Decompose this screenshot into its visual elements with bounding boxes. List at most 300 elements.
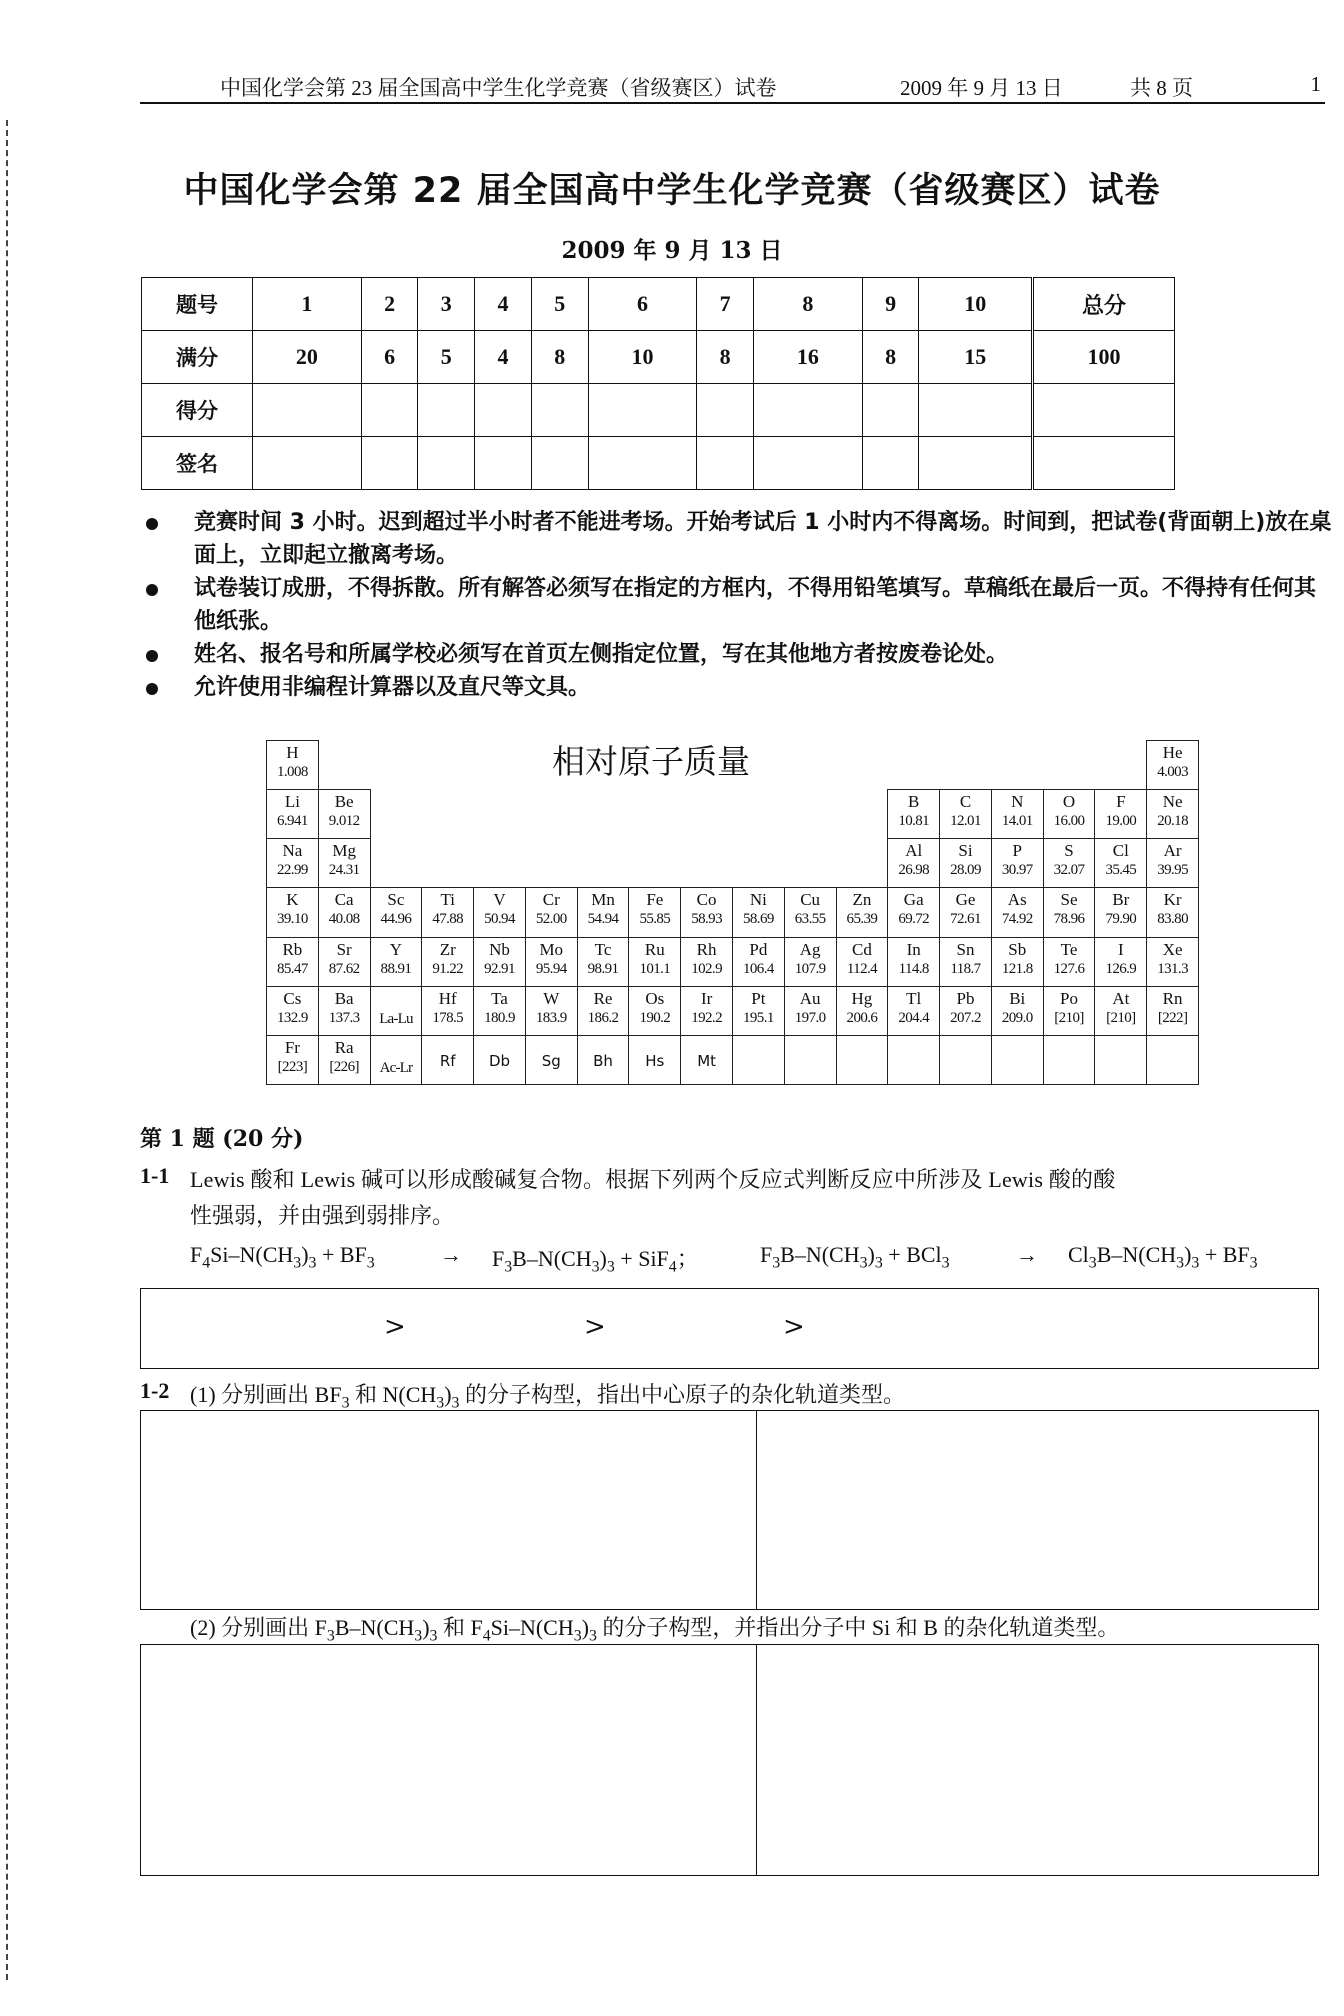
element-symbol: Ca bbox=[334, 890, 354, 910]
score-cell[interactable] bbox=[418, 384, 475, 437]
bf3-answer-box[interactable] bbox=[140, 1410, 757, 1610]
element-mass: 1.008 bbox=[277, 764, 308, 780]
score-cell[interactable] bbox=[475, 384, 532, 437]
full-mark: 8 bbox=[697, 331, 754, 384]
element-symbol: Se bbox=[1060, 890, 1078, 910]
element-symbol: Ga bbox=[903, 890, 924, 910]
element-symbol: Ba bbox=[334, 988, 354, 1008]
element-symbol: Rn bbox=[1162, 988, 1183, 1008]
element-mass: 197.0 bbox=[794, 1009, 826, 1026]
element-cell-kr bbox=[1146, 887, 1199, 937]
element-cell-sn bbox=[939, 937, 992, 987]
q1-2-part-2: (2) 分别画出 $F_3B-N(CH_3)_3$ 和 $F_4Si-N(CH_3)_3$ 的分子构型，并指出分子中 Si 和 B 的杂化轨道类型。 bbox=[190, 1615, 1120, 1645]
element-symbol: Sn bbox=[956, 939, 975, 959]
element-mass: 74.92 bbox=[1001, 911, 1033, 928]
element-mass: 9.012 bbox=[328, 813, 360, 830]
element-symbol: Sb bbox=[1008, 939, 1027, 959]
element-cell-ti bbox=[421, 887, 474, 937]
binding-line bbox=[6, 120, 8, 1980]
q1-1-answer-box[interactable] bbox=[140, 1288, 1319, 1369]
element-mass: 192.2 bbox=[691, 1009, 722, 1026]
element-mass: 16.00 bbox=[1053, 813, 1085, 830]
element-mass: 114.8 bbox=[898, 960, 929, 977]
element-symbol: Co bbox=[696, 890, 717, 910]
reaction-1-products: $F_3B-N(CH_3)_3 + SiF_4$； bbox=[492, 1246, 699, 1276]
element-cell-sb bbox=[991, 937, 1044, 987]
element-symbol: Rb bbox=[282, 939, 303, 959]
element-cell-mg bbox=[318, 838, 371, 888]
element-mass: 178.5 bbox=[432, 1009, 464, 1026]
question-number: 8 bbox=[754, 278, 863, 331]
total-signature-cell[interactable] bbox=[1033, 437, 1175, 490]
rule-item bbox=[142, 638, 1332, 671]
element-symbol: Li bbox=[284, 792, 300, 812]
element-symbol: Zr bbox=[439, 939, 456, 959]
full-mark: 10 bbox=[588, 331, 697, 384]
element-cell-hg bbox=[836, 986, 889, 1036]
element-cell-db bbox=[473, 1035, 526, 1085]
element-cell-pd bbox=[732, 937, 785, 987]
full-mark: 6 bbox=[361, 331, 418, 384]
element-mass: 65.39 bbox=[846, 911, 878, 928]
element-cell-empty bbox=[1146, 1035, 1199, 1085]
q1-2-label: 1-2 bbox=[140, 1378, 170, 1403]
element-cell-ba bbox=[318, 986, 371, 1036]
full-mark: 15 bbox=[919, 331, 1033, 384]
header-page-count: 共 8 页 bbox=[1130, 76, 1193, 100]
element-mass: 44.96 bbox=[380, 911, 412, 928]
element-mass: 85.47 bbox=[277, 960, 308, 977]
reaction-arrow: → bbox=[440, 1242, 462, 1267]
score-cell[interactable] bbox=[697, 384, 754, 437]
row-header: 满分 bbox=[142, 331, 253, 384]
element-mass: 127.6 bbox=[1053, 960, 1085, 977]
element-cell-rb bbox=[266, 937, 319, 987]
rule-text: 竞赛时间 3 小时。迟到超过半小时者不能进考场。开始考试后 1 小时内不得离场。时间到，把试卷(背面朝上)放在桌面上，立即起立撤离考场。 bbox=[194, 510, 1332, 568]
element-mass: 39.10 bbox=[277, 911, 308, 928]
element-cell-hf bbox=[421, 986, 474, 1036]
question-number: 7 bbox=[697, 278, 754, 331]
element-cell-fe bbox=[628, 887, 681, 937]
element-symbol: Tc bbox=[594, 939, 612, 959]
element-symbol: V bbox=[493, 890, 506, 910]
element-symbol: Ru bbox=[644, 939, 665, 959]
element-cell-empty bbox=[836, 1035, 889, 1085]
element-cell-pt bbox=[732, 986, 785, 1036]
element-symbol: Ti bbox=[440, 890, 455, 910]
score-row bbox=[142, 384, 1175, 437]
bullet-icon bbox=[146, 683, 158, 695]
element-cell-ni bbox=[732, 887, 785, 937]
element-symbol: P bbox=[1012, 841, 1022, 861]
element-mass: 6.941 bbox=[277, 813, 308, 830]
element-symbol: Te bbox=[1060, 939, 1078, 959]
signature-cell[interactable] bbox=[253, 437, 362, 490]
element-series-label: Ac-Lr bbox=[379, 1059, 413, 1076]
element-mass: 32.07 bbox=[1053, 862, 1085, 879]
element-symbol: Pd bbox=[749, 939, 768, 959]
element-cell-cd bbox=[836, 937, 889, 987]
element-cell-pb bbox=[939, 986, 992, 1036]
element-mass: 92.91 bbox=[484, 960, 515, 977]
element-cell-fr bbox=[266, 1035, 319, 1085]
element-symbol: Ni bbox=[749, 890, 767, 910]
element-cell-empty bbox=[887, 1035, 940, 1085]
element-cell-empty bbox=[784, 1035, 837, 1085]
element-symbol: S bbox=[1064, 841, 1074, 861]
element-cell-ca bbox=[318, 887, 371, 937]
element-symbol: Ir bbox=[700, 988, 713, 1008]
element-symbol: Bi bbox=[1009, 988, 1026, 1008]
element-mass: 106.4 bbox=[743, 960, 774, 977]
element-cell-cr bbox=[525, 887, 578, 937]
f3b-nme3-answer-box[interactable] bbox=[140, 1644, 757, 1876]
element-cell-se bbox=[1043, 887, 1096, 937]
element-cell-empty bbox=[991, 1035, 1044, 1085]
element-mass: 47.88 bbox=[432, 911, 464, 928]
question-number: 5 bbox=[531, 278, 588, 331]
element-cell-bh bbox=[577, 1035, 630, 1085]
rule-item bbox=[142, 572, 1332, 638]
element-cell-ge bbox=[939, 887, 992, 937]
full-marks-row bbox=[142, 331, 1175, 384]
element-cell-la-lu bbox=[370, 986, 423, 1036]
exam-rules bbox=[142, 506, 1332, 704]
element-symbol: F bbox=[1116, 792, 1126, 812]
element-cell-si bbox=[939, 838, 992, 888]
element-mass: 19.00 bbox=[1105, 813, 1137, 830]
element-symbol: Mo bbox=[539, 939, 564, 959]
periodic-table bbox=[266, 740, 1198, 1084]
element-cell-sg bbox=[525, 1035, 578, 1085]
element-mass: 30.97 bbox=[1001, 862, 1033, 879]
reaction-2-products: $Cl_3B-N(CH_3)_3 + BF_3$ bbox=[1068, 1242, 1258, 1272]
total-marks: 100 bbox=[1033, 331, 1175, 384]
element-symbol: Bh bbox=[593, 1051, 613, 1070]
element-symbol: O bbox=[1062, 792, 1076, 812]
element-mass: 79.90 bbox=[1105, 911, 1137, 928]
reaction-arrow: → bbox=[1016, 1242, 1038, 1267]
question-number: 3 bbox=[418, 278, 475, 331]
signature-cell[interactable] bbox=[531, 437, 588, 490]
element-cell-br bbox=[1094, 887, 1147, 937]
element-cell-zn bbox=[836, 887, 889, 937]
element-symbol: Sg bbox=[541, 1051, 561, 1070]
element-cell-h bbox=[266, 740, 319, 790]
signature-cell[interactable] bbox=[361, 437, 418, 490]
element-cell-ru bbox=[628, 937, 681, 987]
element-mass: 40.08 bbox=[328, 911, 360, 928]
element-mass: [210] bbox=[1106, 1009, 1136, 1026]
element-cell-al bbox=[887, 838, 940, 888]
element-mass: 87.62 bbox=[328, 960, 360, 977]
element-cell-in bbox=[887, 937, 940, 987]
element-symbol: H bbox=[286, 743, 299, 762]
element-mass: 20.18 bbox=[1157, 813, 1188, 830]
element-cell-empty bbox=[732, 1035, 785, 1085]
element-mass: [222] bbox=[1157, 1009, 1188, 1026]
element-symbol: N bbox=[1011, 792, 1024, 812]
element-symbol: Rf bbox=[439, 1051, 456, 1070]
element-cell-sc bbox=[370, 887, 423, 937]
greater-than-sign: > bbox=[783, 1312, 805, 1342]
element-cell-w bbox=[525, 986, 578, 1036]
page-title: 中国化学会第 22 届全国高中学生化学竞赛（省级赛区）试卷 bbox=[183, 171, 1161, 211]
score-cell[interactable] bbox=[919, 384, 1033, 437]
element-symbol: Ar bbox=[1163, 841, 1182, 861]
question-number: 9 bbox=[862, 278, 919, 331]
element-symbol: Ra bbox=[334, 1037, 354, 1057]
element-mass: 200.6 bbox=[846, 1009, 878, 1026]
element-cell-rh bbox=[680, 937, 733, 987]
rule-text: 试卷装订成册，不得拆散。所有解答必须写在指定的方框内，不得用铅笔填写。草稿纸在最后一页。不得持有任何其他纸张。 bbox=[194, 576, 1317, 634]
full-mark: 5 bbox=[418, 331, 475, 384]
element-symbol: Hf bbox=[438, 988, 457, 1008]
header-page-number: 1 bbox=[1310, 72, 1321, 96]
element-cell-s bbox=[1043, 838, 1096, 888]
element-symbol: Be bbox=[334, 792, 354, 812]
rule-text: 允许使用非编程计算器以及直尺等文具。 bbox=[194, 675, 591, 700]
element-symbol: Db bbox=[488, 1051, 511, 1070]
element-mass: 10.81 bbox=[898, 813, 930, 830]
question-number: 4 bbox=[475, 278, 532, 331]
running-header bbox=[140, 72, 1325, 106]
element-cell-cl bbox=[1094, 838, 1147, 888]
signature-cell[interactable] bbox=[697, 437, 754, 490]
score-cell[interactable] bbox=[862, 384, 919, 437]
element-mass: 107.9 bbox=[794, 960, 826, 977]
element-symbol: Sr bbox=[336, 939, 352, 959]
element-mass: 186.2 bbox=[587, 1009, 619, 1026]
signature-row bbox=[142, 437, 1175, 490]
element-cell-c bbox=[939, 789, 992, 839]
row-header: 签名 bbox=[142, 437, 253, 490]
element-cell-co bbox=[680, 887, 733, 937]
total-score-cell[interactable] bbox=[1033, 384, 1175, 437]
element-symbol: Ge bbox=[955, 890, 976, 910]
score-cell[interactable] bbox=[253, 384, 362, 437]
element-symbol: Xe bbox=[1162, 939, 1183, 959]
element-cell-empty bbox=[1043, 1035, 1096, 1085]
element-cell-cu bbox=[784, 887, 837, 937]
element-cell-na bbox=[266, 838, 319, 888]
element-cell-i bbox=[1094, 937, 1147, 987]
rule-item bbox=[142, 671, 1332, 704]
element-symbol: Hs bbox=[645, 1051, 665, 1070]
element-symbol: Kr bbox=[1163, 890, 1182, 910]
element-symbol: As bbox=[1007, 890, 1027, 910]
greater-than-sign: > bbox=[584, 1312, 606, 1342]
element-cell-te bbox=[1043, 937, 1096, 987]
element-mass: 83.80 bbox=[1157, 911, 1188, 928]
score-table bbox=[141, 277, 1175, 490]
nme3-answer-box[interactable] bbox=[756, 1410, 1319, 1610]
bullet-icon bbox=[146, 650, 158, 662]
element-symbol: B bbox=[908, 792, 920, 812]
element-cell-k bbox=[266, 887, 319, 937]
score-cell[interactable] bbox=[531, 384, 588, 437]
element-symbol: Pt bbox=[751, 988, 766, 1008]
element-cell-empty bbox=[1094, 1035, 1147, 1085]
element-symbol: C bbox=[959, 792, 972, 812]
element-symbol: Re bbox=[593, 988, 613, 1008]
question-number-row bbox=[142, 278, 1175, 331]
element-symbol: Tl bbox=[906, 988, 922, 1008]
element-symbol: Zn bbox=[852, 890, 872, 910]
element-symbol: Os bbox=[645, 988, 665, 1008]
reaction-2-reactants: $F_3B-N(CH_3)_3 + BCl_3$ bbox=[760, 1242, 950, 1272]
element-mass: 132.9 bbox=[277, 1009, 308, 1026]
bullet-icon bbox=[146, 584, 158, 596]
element-mass: 28.09 bbox=[950, 862, 981, 879]
element-mass: 183.9 bbox=[535, 1009, 567, 1026]
element-cell-b bbox=[887, 789, 940, 839]
element-mass: 112.4 bbox=[846, 960, 878, 977]
element-symbol: Cu bbox=[800, 890, 821, 910]
element-mass: 63.55 bbox=[794, 911, 826, 928]
periodic-table-title: 相对原子质量 bbox=[552, 742, 750, 781]
element-cell-ga bbox=[887, 887, 940, 937]
header-date: 2009 年 9 月 13 日 bbox=[900, 76, 1063, 100]
q1-1-text-cont: 性强弱，并由强到弱排序。 bbox=[190, 1203, 455, 1228]
element-series-label: La-Lu bbox=[379, 1010, 413, 1027]
element-cell-xe bbox=[1146, 937, 1199, 987]
element-symbol: Fr bbox=[284, 1037, 300, 1057]
element-cell-n bbox=[991, 789, 1044, 839]
f4si-nme3-answer-box[interactable] bbox=[756, 1644, 1319, 1876]
element-cell-f bbox=[1094, 789, 1147, 839]
element-mass: 207.2 bbox=[950, 1009, 981, 1026]
element-symbol: Cl bbox=[1112, 841, 1129, 861]
element-mass: 50.94 bbox=[484, 911, 515, 928]
element-cell-ar bbox=[1146, 838, 1199, 888]
signature-cell[interactable] bbox=[418, 437, 475, 490]
element-cell-mn bbox=[577, 887, 630, 937]
rule-item bbox=[142, 506, 1332, 572]
element-symbol: Sc bbox=[387, 890, 405, 910]
element-symbol: Br bbox=[1112, 890, 1130, 910]
element-symbol: K bbox=[286, 890, 299, 910]
element-mass: 78.96 bbox=[1053, 911, 1085, 928]
element-symbol: At bbox=[1112, 988, 1130, 1008]
full-mark: 8 bbox=[531, 331, 588, 384]
element-mass: 195.1 bbox=[743, 1009, 774, 1026]
element-mass: 118.7 bbox=[950, 960, 981, 977]
element-cell-ac-lr bbox=[370, 1035, 423, 1085]
element-symbol: Y bbox=[389, 939, 403, 959]
signature-cell[interactable] bbox=[862, 437, 919, 490]
element-mass: 54.94 bbox=[587, 911, 619, 928]
rule-text: 姓名、报名号和所属学校必须写在首页左侧指定位置，写在其他地方者按废卷论处。 bbox=[194, 642, 1009, 667]
element-mass: 95.94 bbox=[535, 960, 567, 977]
element-mass: 190.2 bbox=[639, 1009, 671, 1026]
element-symbol: Si bbox=[958, 841, 973, 861]
element-symbol: W bbox=[543, 988, 560, 1008]
element-mass: 52.00 bbox=[535, 911, 567, 928]
element-symbol: I bbox=[1117, 939, 1124, 959]
element-symbol: Fe bbox=[646, 890, 664, 910]
element-symbol: Ag bbox=[799, 939, 821, 959]
element-mass: 55.85 bbox=[639, 911, 671, 928]
total-label: 总分 bbox=[1033, 278, 1175, 331]
element-mass: 4.003 bbox=[1157, 764, 1188, 780]
element-symbol: He bbox=[1162, 743, 1183, 762]
element-symbol: Nb bbox=[489, 939, 510, 959]
full-mark: 8 bbox=[862, 331, 919, 384]
element-mass: [226] bbox=[329, 1058, 359, 1075]
element-mass: [210] bbox=[1054, 1009, 1084, 1026]
element-cell-v bbox=[473, 887, 526, 937]
greater-than-sign: > bbox=[384, 1312, 406, 1342]
element-cell-po bbox=[1043, 986, 1096, 1036]
signature-cell[interactable] bbox=[475, 437, 532, 490]
question-number: 6 bbox=[588, 278, 697, 331]
element-mass: 91.22 bbox=[432, 960, 464, 977]
signature-cell[interactable] bbox=[919, 437, 1033, 490]
full-mark: 4 bbox=[475, 331, 532, 384]
element-symbol: Cd bbox=[852, 939, 872, 959]
full-mark: 20 bbox=[253, 331, 362, 384]
element-symbol: Rh bbox=[696, 939, 717, 959]
element-mass: 137.3 bbox=[328, 1009, 360, 1026]
element-cell-as bbox=[991, 887, 1044, 937]
score-cell[interactable] bbox=[361, 384, 418, 437]
element-cell-rn bbox=[1146, 986, 1199, 1036]
element-cell-he bbox=[1146, 740, 1199, 790]
element-cell-li bbox=[266, 789, 319, 839]
element-symbol: In bbox=[906, 939, 921, 959]
element-symbol: Po bbox=[1060, 988, 1079, 1008]
element-cell-zr bbox=[421, 937, 474, 987]
row-header: 题号 bbox=[142, 278, 253, 331]
element-cell-mo bbox=[525, 937, 578, 987]
element-symbol: Al bbox=[905, 841, 923, 861]
bullet-icon bbox=[146, 518, 158, 530]
element-symbol: Cr bbox=[542, 890, 560, 910]
element-symbol: Cs bbox=[283, 988, 302, 1008]
row-header: 得分 bbox=[142, 384, 253, 437]
element-symbol: Au bbox=[799, 988, 821, 1008]
element-cell-o bbox=[1043, 789, 1096, 839]
signature-cell[interactable] bbox=[754, 437, 863, 490]
score-cell[interactable] bbox=[588, 384, 697, 437]
q1-1-text: Lewis 酸和 Lewis 碱可以形成酸碱复合物。根据下列两个反应式判断反应中所涉及 Lewis 酸的酸 bbox=[190, 1167, 1116, 1192]
element-mass: 58.93 bbox=[691, 911, 722, 928]
element-cell-tl bbox=[887, 986, 940, 1036]
header-exam-name: 中国化学会第 23 届全国高中学生化学竞赛（省级赛区）试卷 bbox=[220, 76, 777, 100]
element-cell-ag bbox=[784, 937, 837, 987]
element-cell-mt bbox=[680, 1035, 733, 1085]
element-cell-tc bbox=[577, 937, 630, 987]
q1-2-part-1: (1) 分别画出 $BF_3$ 和 $N(CH_3)_3$ 的分子构型，指出中心原子的杂化轨道类型。 bbox=[190, 1382, 905, 1412]
signature-cell[interactable] bbox=[588, 437, 697, 490]
element-cell-au bbox=[784, 986, 837, 1036]
element-mass: 69.72 bbox=[898, 911, 930, 928]
question-1-heading: 第 1 题 (20 分) bbox=[140, 1126, 304, 1152]
element-mass: 126.9 bbox=[1105, 960, 1137, 977]
element-symbol: Ne bbox=[1162, 792, 1183, 812]
score-cell[interactable] bbox=[754, 384, 863, 437]
element-cell-nb bbox=[473, 937, 526, 987]
element-cell-ra bbox=[318, 1035, 371, 1085]
element-symbol: Pb bbox=[956, 988, 975, 1008]
element-mass: 98.91 bbox=[587, 960, 619, 977]
element-cell-sr bbox=[318, 937, 371, 987]
element-cell-rf bbox=[421, 1035, 474, 1085]
element-cell-y bbox=[370, 937, 423, 987]
element-cell-be bbox=[318, 789, 371, 839]
element-cell-at bbox=[1094, 986, 1147, 1036]
